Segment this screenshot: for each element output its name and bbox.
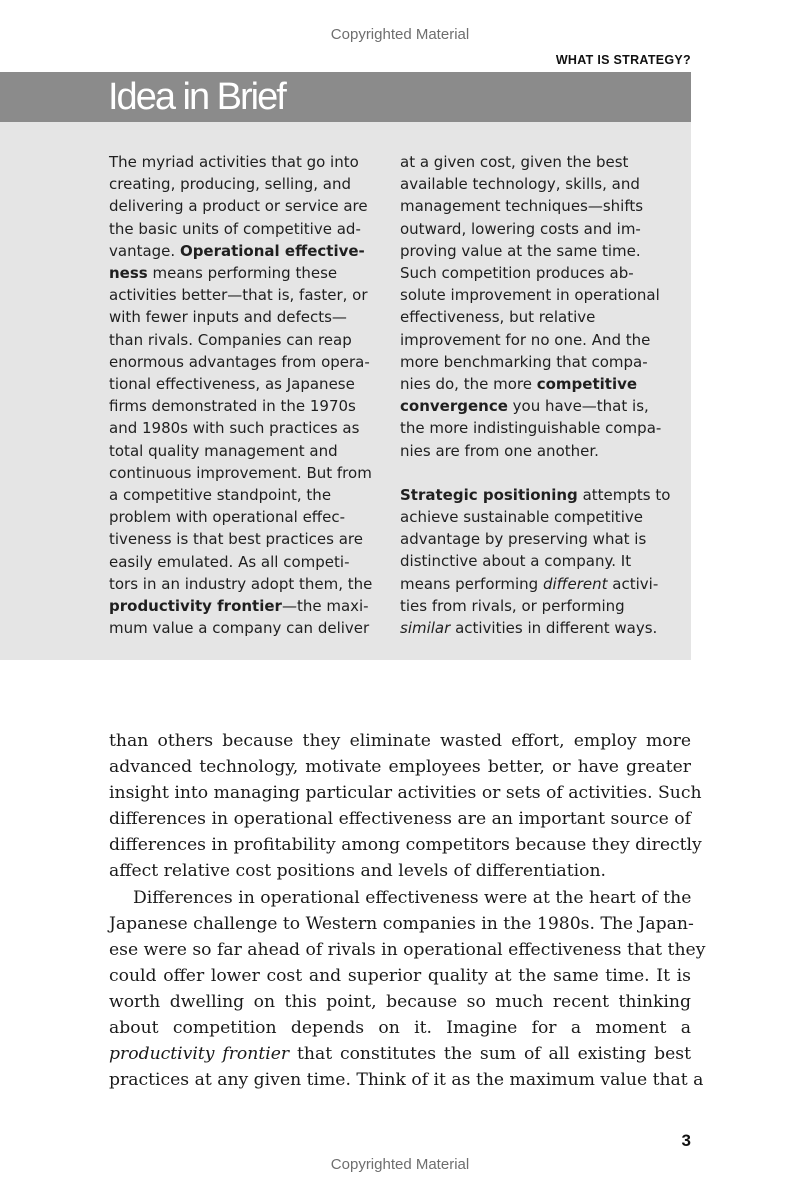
brief-left-line bbox=[109, 595, 381, 617]
text-span: total quality management and bbox=[109, 441, 338, 460]
text-span: could offer lower cost and superior quality at the same time. It is bbox=[109, 965, 691, 986]
bold-term: ness bbox=[109, 264, 148, 283]
text-span: delivering a product or service are bbox=[109, 197, 368, 216]
text-span: available technology, skills, and bbox=[400, 175, 640, 194]
text-span: Differences in operational effectiveness were at the heart of the bbox=[133, 887, 692, 908]
idea-in-brief-header bbox=[0, 72, 691, 122]
brief-right-line bbox=[400, 573, 675, 595]
brief-right-line bbox=[400, 617, 675, 639]
text-span: than rivals. Companies can reap bbox=[109, 330, 352, 349]
brief-right-line bbox=[400, 195, 675, 217]
text-span: enormous advantages from opera- bbox=[109, 352, 370, 371]
text-span: vantage. bbox=[109, 241, 180, 260]
text-span: ese were so far ahead of rivals in operational effectiveness that they bbox=[109, 939, 706, 960]
text-span: with fewer inputs and defects— bbox=[109, 308, 347, 327]
brief-left-line bbox=[109, 462, 381, 484]
brief-left-line bbox=[109, 306, 381, 328]
brief-left-line bbox=[109, 617, 381, 639]
italic-term: productivity frontier bbox=[109, 1044, 290, 1065]
bold-term: convergence bbox=[400, 397, 508, 416]
copyright-watermark-bottom: Copyrighted Material bbox=[330, 1156, 470, 1173]
idea-in-brief-title: Idea in Brief bbox=[108, 76, 285, 118]
brief-right-line bbox=[400, 284, 675, 306]
text-span: differences in operational effectiveness are an important source of bbox=[109, 809, 691, 830]
bold-term: Operational effective- bbox=[179, 241, 365, 260]
brief-left-line bbox=[109, 373, 381, 395]
bold-term: Strategic positioning bbox=[400, 485, 578, 504]
italic-term: similar bbox=[400, 619, 451, 638]
text-span: firms demonstrated in the 1970s bbox=[109, 397, 356, 416]
text-span: affect relative cost positions and levels of differentiation. bbox=[109, 861, 607, 882]
brief-left-line bbox=[109, 195, 381, 217]
body-line bbox=[109, 728, 691, 754]
bold-term: productivity frontier bbox=[109, 597, 282, 616]
brief-left-line bbox=[109, 329, 381, 351]
brief-left-line bbox=[109, 440, 381, 462]
brief-right-line bbox=[400, 440, 675, 462]
text-span: than others because they eliminate wasted effort, employ more bbox=[109, 731, 691, 751]
text-span: improvement for no one. And the bbox=[400, 330, 651, 349]
text-span: worth dwelling on this point, because so much recent thinking bbox=[109, 991, 691, 1012]
text-span: more benchmarking that compa- bbox=[400, 352, 648, 371]
text-span: management techniques—shifts bbox=[400, 197, 644, 216]
text-span: ties from rivals, or performing bbox=[400, 596, 625, 615]
body-line bbox=[109, 806, 691, 832]
text-span: tors in an industry adopt them, the bbox=[109, 574, 373, 593]
page-number: 3 bbox=[681, 1131, 691, 1150]
text-span: at a given cost, given the best bbox=[400, 153, 629, 171]
text-span: solute improvement in operational bbox=[400, 286, 660, 305]
brief-left-line bbox=[109, 395, 381, 417]
body-line bbox=[109, 858, 691, 884]
brief-right-line bbox=[400, 528, 675, 550]
brief-left-line bbox=[109, 506, 381, 528]
text-span: The myriad activities that go into bbox=[109, 153, 359, 171]
text-span: Japanese challenge to Western companies in the 1980s. The Japan- bbox=[109, 913, 694, 934]
text-span: distinctive about a company. It bbox=[400, 552, 632, 571]
text-span: practices at any given time. Think of it as the maximum value that a bbox=[109, 1070, 704, 1091]
text-span: attempts to bbox=[577, 485, 671, 504]
bold-term: competitive bbox=[536, 375, 638, 394]
brief-left-line bbox=[109, 351, 381, 373]
brief-right-line bbox=[400, 329, 675, 351]
text-span: activi- bbox=[607, 574, 659, 593]
idea-in-brief-box bbox=[0, 122, 691, 660]
italic-term: different bbox=[542, 574, 608, 593]
body-line bbox=[109, 1041, 691, 1067]
body-line bbox=[109, 885, 691, 911]
body-line bbox=[109, 937, 706, 963]
text-span: tional effectiveness, as Japanese bbox=[109, 375, 355, 394]
text-span: activities in different ways. bbox=[450, 619, 658, 638]
text-span: activities better—that is, faster, or bbox=[109, 286, 368, 305]
brief-left-line bbox=[109, 573, 381, 595]
text-span: about competition depends on it. Imagine for a moment a bbox=[109, 1018, 691, 1039]
text-span: differences in profitability among competitors because they directly bbox=[109, 835, 702, 856]
body-line bbox=[109, 754, 691, 780]
brief-left-line bbox=[109, 151, 381, 173]
body-line bbox=[109, 963, 691, 989]
text-span: insight into managing particular activities or sets of activities. Such bbox=[109, 783, 702, 804]
text-span: the more indistinguishable compa- bbox=[400, 419, 662, 438]
brief-left-line bbox=[109, 528, 381, 550]
text-span: nies are from one another. bbox=[400, 441, 599, 460]
text-span: nies do, the more bbox=[400, 375, 537, 394]
text-span: Such competition produces ab- bbox=[400, 264, 634, 283]
text-span: outward, lowering costs and im- bbox=[400, 219, 641, 238]
text-span: mum value a company can deliver bbox=[109, 619, 370, 638]
brief-right-line bbox=[400, 373, 675, 395]
text-span: tiveness is that best practices are bbox=[109, 530, 363, 549]
body-line bbox=[109, 832, 702, 858]
body-line bbox=[109, 780, 702, 806]
text-span: the basic units of competitive ad- bbox=[109, 219, 361, 238]
text-span: means performing bbox=[400, 574, 543, 593]
brief-left-line bbox=[109, 240, 381, 262]
brief-left-line bbox=[109, 551, 381, 573]
text-span: advantage by preserving what is bbox=[400, 530, 647, 549]
brief-left-line bbox=[109, 218, 381, 240]
text-span: that constitutes the sum of all existing best bbox=[289, 1044, 691, 1065]
brief-right-line bbox=[400, 218, 675, 240]
body-line bbox=[109, 989, 691, 1015]
text-span: —the maxi- bbox=[281, 597, 369, 616]
text-span: and 1980s with such practices as bbox=[109, 419, 360, 438]
text-span: problem with operational effec- bbox=[109, 508, 346, 527]
brief-left-line bbox=[109, 417, 381, 439]
brief-left-column bbox=[109, 151, 381, 639]
brief-left-line bbox=[109, 484, 381, 506]
running-head: WHAT IS STRATEGY? bbox=[555, 53, 691, 67]
text-span: easily emulated. As all competi- bbox=[109, 552, 350, 571]
text-span: creating, producing, selling, and bbox=[109, 175, 351, 194]
brief-right-line bbox=[400, 173, 675, 195]
text-span: achieve sustainable competitive bbox=[400, 508, 643, 527]
paragraph-gap bbox=[400, 462, 675, 484]
brief-left-line bbox=[109, 262, 381, 284]
brief-right-line bbox=[400, 417, 675, 439]
brief-right-line bbox=[400, 395, 675, 417]
text-span: proving value at the same time. bbox=[400, 241, 641, 260]
brief-right-line bbox=[400, 351, 675, 373]
brief-right-line bbox=[400, 240, 675, 262]
brief-right-line bbox=[400, 484, 675, 506]
body-line bbox=[109, 1067, 704, 1093]
text-span: effectiveness, but relative bbox=[400, 308, 596, 327]
text-span: means performing these bbox=[147, 264, 338, 283]
text-span: a competitive standpoint, the bbox=[109, 486, 332, 505]
brief-right-column bbox=[400, 151, 675, 639]
brief-left-line bbox=[109, 284, 381, 306]
brief-right-line bbox=[400, 306, 675, 328]
brief-left-line bbox=[109, 173, 381, 195]
copyright-watermark-top: Copyrighted Material bbox=[330, 26, 470, 43]
brief-right-line bbox=[400, 550, 675, 572]
body-line bbox=[109, 1015, 691, 1041]
text-span: continuous improvement. But from bbox=[109, 463, 372, 482]
text-span: advanced technology, motivate employees better, or have greater bbox=[109, 757, 691, 778]
brief-right-line bbox=[400, 506, 675, 528]
brief-right-line bbox=[400, 262, 675, 284]
text-span: you have—that is, bbox=[507, 397, 649, 416]
brief-right-line bbox=[400, 595, 675, 617]
body-line bbox=[109, 911, 694, 937]
body-text bbox=[109, 728, 706, 1093]
brief-right-line bbox=[400, 151, 675, 173]
